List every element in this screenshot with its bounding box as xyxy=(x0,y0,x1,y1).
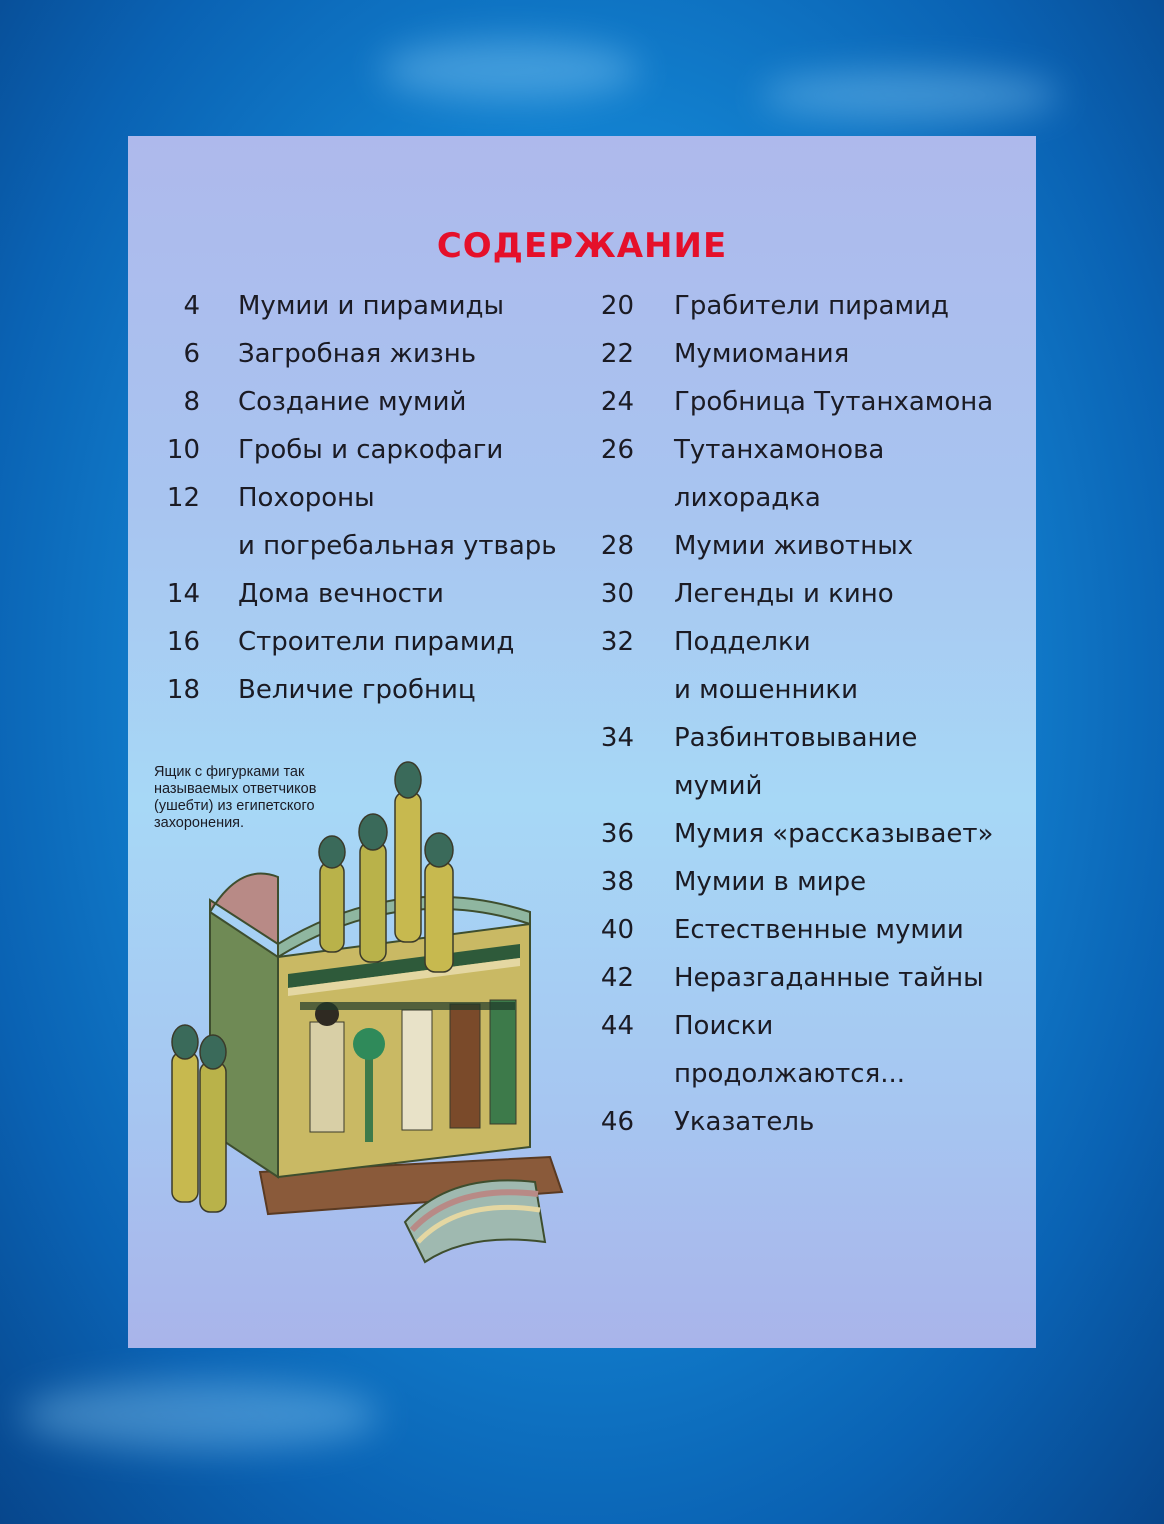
toc-entry-title: Дома вечности xyxy=(238,579,444,609)
toc-entry-title: Создание мумий xyxy=(238,387,467,417)
illustration-caption: Ящик с фигурками так называемых ответчиков (ушебти) из египетского захоронения. xyxy=(154,764,317,831)
toc-entry-title: Неразгаданные тайны xyxy=(674,963,984,993)
toc-page-number: 36 xyxy=(600,819,634,849)
toc-entry-title: Подделки xyxy=(674,627,811,657)
toc-entry-title: Величие гробниц xyxy=(238,675,476,705)
toc-entry-title: Гробница Тутанхамона xyxy=(674,387,994,417)
toc-page-number: 32 xyxy=(600,627,634,657)
toc-page-number: 8 xyxy=(183,387,200,417)
toc-entry-title: Мумиомания xyxy=(674,339,850,369)
toc-page-number: 26 xyxy=(600,435,634,465)
toc-page-number: 34 xyxy=(600,723,634,753)
toc-entry-title: Поиски xyxy=(674,1011,774,1041)
toc-entry-title: Мумия «рассказывает» xyxy=(674,819,994,849)
toc-entry-title: продолжаются... xyxy=(674,1059,906,1089)
toc-page-number: 10 xyxy=(166,435,200,465)
toc-entry-title: Гробы и саркофаги xyxy=(238,435,504,465)
toc-entry-title: Разбинтовывание xyxy=(674,723,918,753)
page-title: СОДЕРЖАНИЕ xyxy=(436,226,728,266)
toc-entry-title: Указатель xyxy=(674,1107,815,1137)
toc-page-number: 30 xyxy=(600,579,634,609)
toc-page-number: 18 xyxy=(166,675,200,705)
toc-page-number: 22 xyxy=(600,339,634,369)
toc-page-number: 16 xyxy=(166,627,200,657)
toc-entry-title: Естественные мумии xyxy=(674,915,964,945)
toc-page-number: 14 xyxy=(166,579,200,609)
toc-page-number: 40 xyxy=(600,915,634,945)
toc-entry-title: и мошенники xyxy=(674,675,858,705)
toc-page-number: 24 xyxy=(600,387,634,417)
toc-entry-title: Похороны xyxy=(238,483,375,513)
toc-entry-title: Грабители пирамид xyxy=(674,291,949,321)
toc-entry-title: и погребальная утварь xyxy=(238,531,557,561)
toc-entry-title: Строители пирамид xyxy=(238,627,515,657)
toc-page-number: 6 xyxy=(183,339,200,369)
toc-page-number: 46 xyxy=(600,1107,634,1137)
toc-page-number: 4 xyxy=(183,291,200,321)
toc-entry-title: Тутанхамонова xyxy=(674,435,885,465)
toc-entry-title: Мумии в мире xyxy=(674,867,867,897)
toc-page-number: 44 xyxy=(600,1011,634,1041)
toc-entry-title: лихорадка xyxy=(674,483,821,513)
toc-page-number: 42 xyxy=(600,963,634,993)
toc-page-number: 28 xyxy=(600,531,634,561)
toc-entry-title: Мумии животных xyxy=(674,531,914,561)
toc-entry-title: Загробная жизнь xyxy=(238,339,477,369)
background-highlight xyxy=(20,1380,380,1450)
toc-entry-title: Мумии и пирамиды xyxy=(238,291,505,321)
toc-page-number: 38 xyxy=(600,867,634,897)
background-highlight xyxy=(380,40,640,100)
toc-entry-title: Легенды и кино xyxy=(674,579,894,609)
background-highlight xyxy=(760,70,1060,120)
toc-entry-title: мумий xyxy=(674,771,763,801)
toc-page-number: 20 xyxy=(600,291,634,321)
toc-page-number: 12 xyxy=(166,483,200,513)
